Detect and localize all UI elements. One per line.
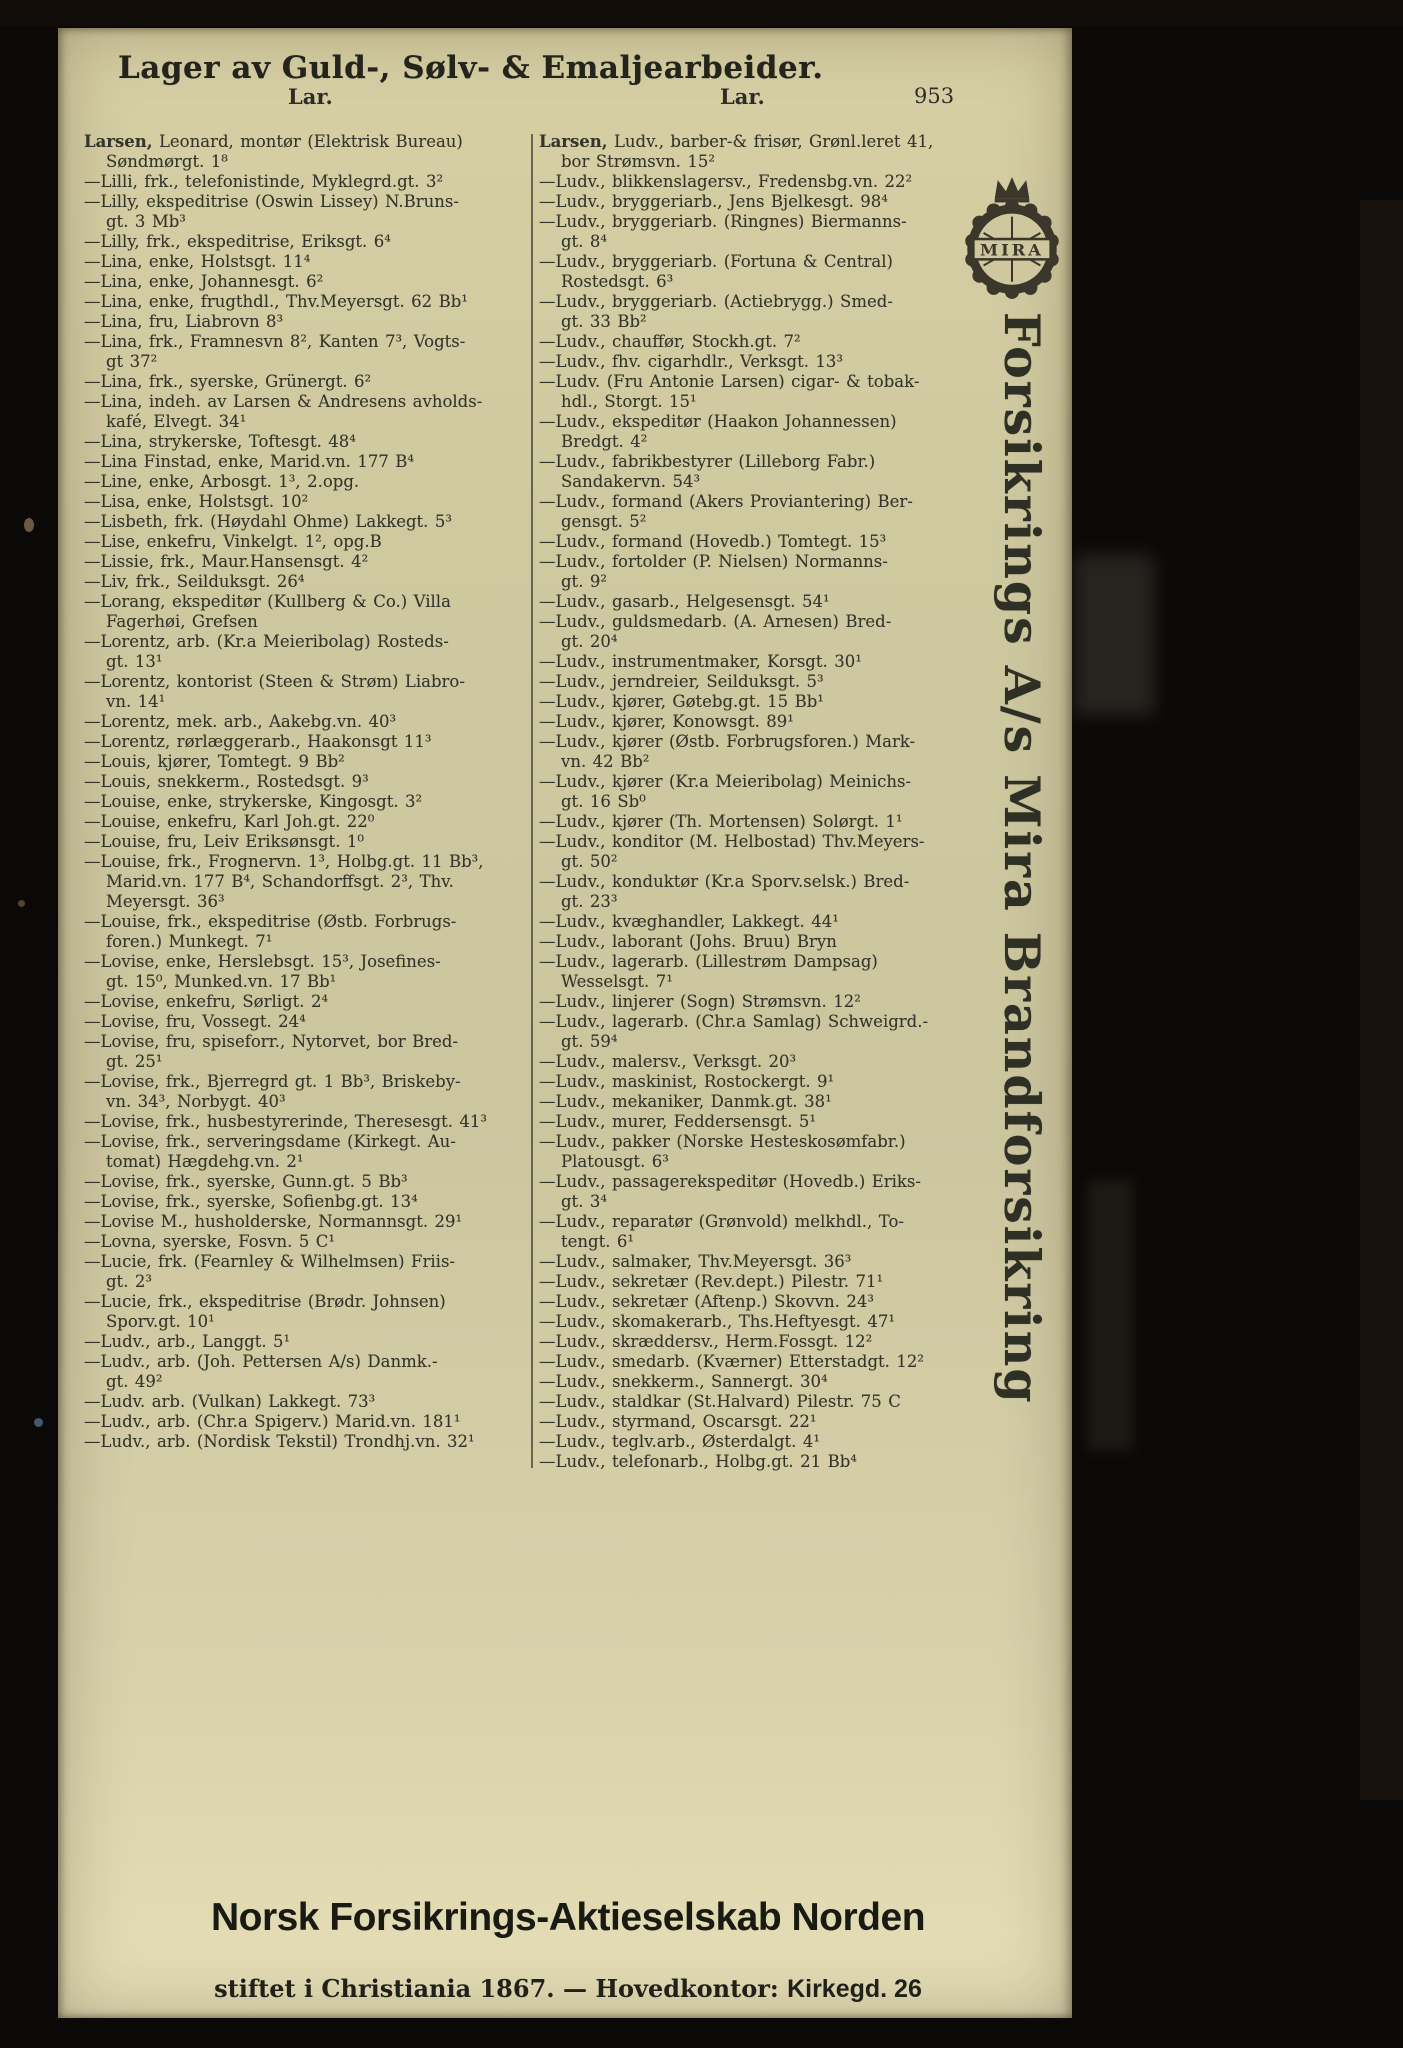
directory-entry: Larsen, Leonard, montør (Elektrisk Bureau) Søndmørgt. 1⁸ — [84, 132, 463, 171]
directory-entry: —Lina, frk., Framnesvn 8², Kanten 7³, Vogts- gt 37² — [84, 332, 466, 371]
directory-entry: Larsen, Ludv., barber-& frisør, Grønl.leret 41, bor Strømsvn. 15² — [539, 132, 934, 171]
directory-entry: —Lucie, frk., ekspeditrise (Brødr. Johnsen) Sporv.gt. 10¹ — [84, 1292, 446, 1331]
directory-entry: —Ludv., fabrikbestyrer (Lilleborg Fabr.) Sandakervn. 54³ — [539, 452, 876, 491]
directory-entry: —Ludv., guldsmedarb. (A. Arnesen) Bred- gt. 20⁴ — [539, 612, 892, 651]
directory-entry: —Lovise, fru, Vossegt. 24⁴ — [84, 1012, 306, 1031]
directory-entry: —Louise, enkefru, Karl Joh.gt. 22⁰ — [84, 812, 375, 831]
directory-left-column — [84, 132, 531, 1452]
directory-entry: —Ludv., mekaniker, Danmk.gt. 38¹ — [539, 1092, 832, 1111]
directory-entry: —Line, enke, Arbosgt. 1³, 2.opg. — [84, 472, 360, 491]
directory-entry: —Lorang, ekspeditør (Kullberg & Co.) Villa Fagerhøi, Grefsen — [84, 592, 451, 631]
scan-artifact — [1074, 555, 1154, 715]
directory-entry: —Ludv., ekspeditør (Haakon Johannessen) Bredgt. 4² — [539, 412, 897, 451]
column-divider — [531, 134, 533, 1468]
directory-entry: —Ludv., staldkar (St.Halvard) Pilestr. 75 C — [539, 1392, 901, 1411]
directory-entry: —Ludv., kjører, Gøtebg.gt. 15 Bb¹ — [539, 692, 824, 711]
directory-entry: —Louise, enke, strykerske, Kingosgt. 3² — [84, 792, 423, 811]
directory-entry: —Lina, fru, Liabrovn 8³ — [84, 312, 284, 331]
directory-entry: —Ludv., fortolder (P. Nielsen) Normanns- gt. 9² — [539, 552, 888, 591]
directory-entry: —Ludv., sekretær (Rev.dept.) Pilestr. 71¹ — [539, 1272, 884, 1291]
page-number: 953 — [914, 84, 955, 108]
scan-artifact — [1360, 200, 1403, 1800]
directory-entry: —Ludv., chauffør, Stockh.gt. 7² — [539, 332, 801, 351]
directory-entry: —Ludv., sekretær (Aftenp.) Skovvn. 24³ — [539, 1292, 874, 1311]
directory-entry: —Ludv., pakker (Norske Hesteskosømfabr.) Platousgt. 6³ — [539, 1132, 906, 1171]
directory-entry: —Ludv., kvæghandler, Lakkegt. 44¹ — [539, 912, 839, 931]
directory-entry: —Lissie, frk., Maur.Hansensgt. 4² — [84, 552, 369, 571]
directory-entry: —Ludv., skræddersv., Herm.Fossgt. 12² — [539, 1332, 873, 1351]
directory-entry: —Ludv., konditor (M. Helbostad) Thv.Meyers- gt. 50² — [539, 832, 925, 871]
directory-entry: —Ludv., konduktør (Kr.a Sporv.selsk.) Bred- gt. 23³ — [539, 872, 910, 911]
directory-entry: —Lina, indeh. av Larsen & Andresens avholds- kafé, Elvegt. 34¹ — [84, 392, 483, 431]
footer-ad-line2-serif: stiftet i Christiania 1867. — Hovedkontor: — [214, 1974, 788, 2003]
scan-speck — [34, 1418, 43, 1427]
directory-entry: —Ludv., maskinist, Rostockergt. 9¹ — [539, 1072, 835, 1091]
directory-entry: —Lilly, frk., ekspeditrise, Eriksgt. 6⁴ — [84, 232, 391, 251]
scan-speck — [24, 518, 34, 532]
directory-entry: —Louis, snekkerm., Rostedsgt. 9³ — [84, 772, 369, 791]
directory-entry: —Ludv., reparatør (Grønvold) melkhdl., To- tengt. 6¹ — [539, 1212, 904, 1251]
directory-entry: —Ludv., blikkenslagersv., Fredensbg.vn. 22² — [539, 172, 913, 191]
directory-entry: —Louis, kjører, Tomtegt. 9 Bb² — [84, 752, 345, 771]
directory-entry: —Ludv., fhv. cigarhdlr., Verksgt. 13³ — [539, 352, 844, 371]
directory-entry: —Lise, enkefru, Vinkelgt. 1², opg.B — [84, 532, 382, 551]
directory-entry: —Louise, frk., ekspeditrise (Østb. Forbrugs- foren.) Munkegt. 7¹ — [84, 912, 457, 951]
directory-entry: —Lisa, enke, Holstsgt. 10² — [84, 492, 309, 511]
directory-entry: —Lisbeth, frk. (Høydahl Ohme) Lakkegt. 5³ — [84, 512, 452, 531]
directory-entry: —Lovna, syerske, Fosvn. 5 C¹ — [84, 1232, 335, 1251]
scan-artifact — [1088, 1180, 1133, 1450]
directory-entry: —Lovise, frk., Bjerregrd gt. 1 Bb³, Briskeby- vn. 34³, Norbygt. 40³ — [84, 1072, 461, 1111]
directory-entry: —Lovise, frk., husbestyrerinde, Theresesgt. 41³ — [84, 1112, 488, 1131]
directory-entry: —Lovise, frk., syerske, Gunn.gt. 5 Bb³ — [84, 1172, 408, 1191]
directory-entry: —Lina, enke, Johannesgt. 6² — [84, 272, 324, 291]
directory-entry: —Ludv. (Fru Antonie Larsen) cigar- & tobak- hdl., Storgt. 15¹ — [539, 372, 920, 411]
directory-entry: —Ludv., kjører, Konowsgt. 89¹ — [539, 712, 794, 731]
directory-entry: —Ludv., arb. (Joh. Pettersen A/s) Danmk.- gt. 49² — [84, 1352, 438, 1391]
directory-entry: —Lina, enke, frugthdl., Thv.Meyersgt. 62 Bb¹ — [84, 292, 468, 311]
directory-entry: —Ludv., murer, Feddersensgt. 5¹ — [539, 1112, 817, 1131]
directory-entry: —Ludv., bryggeriarb. (Ringnes) Biermanns- gt. 8⁴ — [539, 212, 907, 251]
directory-right-column — [539, 132, 986, 1472]
directory-entry: —Lovise, frk., syerske, Sofienbg.gt. 13⁴ — [84, 1192, 418, 1211]
directory-entry: —Ludv., linjerer (Sogn) Strømsvn. 12² — [539, 992, 861, 1011]
scan-speck — [18, 900, 25, 907]
directory-entry: —Ludv., snekkerm., Sannergt. 30⁴ — [539, 1372, 828, 1391]
directory-entry: —Ludv., arb. (Chr.a Spigerv.) Marid.vn. 181¹ — [84, 1412, 461, 1431]
mira-logo-text: MIRA — [980, 240, 1044, 260]
directory-entry: —Ludv., kjører (Østb. Forbrugsforen.) Mark- vn. 42 Bb² — [539, 732, 916, 771]
directory-entry: —Lorentz, arb. (Kr.a Meieribolag) Rosteds- gt. 13¹ — [84, 632, 449, 671]
directory-entry: —Ludv., styrmand, Oscarsgt. 22¹ — [539, 1412, 817, 1431]
directory-entry: —Lorentz, kontorist (Steen & Strøm) Liabro- vn. 14¹ — [84, 672, 465, 711]
directory-entry: —Louise, frk., Frognervn. 1³, Holbg.gt. 11 Bb³, Marid.vn. 177 B⁴, Schandorffsgt. 2³, Thv. Meyersgt. 36³ — [84, 852, 484, 911]
directory-entry: —Ludv., malersv., Verksgt. 20³ — [539, 1052, 797, 1071]
directory-entry: —Lovise, enkefru, Sørligt. 2⁴ — [84, 992, 329, 1011]
directory-entry: —Ludv., telefonarb., Holbg.gt. 21 Bb⁴ — [539, 1452, 857, 1471]
footer-ad-line1: Norsk Forsikrings-Aktieselskab Norden — [210, 1896, 926, 1939]
directory-entry: —Ludv., lagerarb. (Lillestrøm Dampsag) Wesselsgt. 7¹ — [539, 952, 878, 991]
directory-entry: —Lina, strykerske, Toftesgt. 48⁴ — [84, 432, 356, 451]
directory-entry: —Ludv., skomakerarb., Ths.Heftyesgt. 47¹ — [539, 1312, 895, 1331]
directory-entry: —Ludv., teglv.arb., Østerdalgt. 4¹ — [539, 1432, 820, 1451]
directory-entry: —Ludv., bryggeriarb. (Fortuna & Central) Rostedsgt. 6³ — [539, 252, 893, 291]
directory-entry: —Ludv., jerndreier, Seilduksgt. 5³ — [539, 672, 824, 691]
footer-ad-line2-bold: Kirkegd. 26 — [787, 1975, 922, 2003]
directory-entry: —Lina Finstad, enke, Marid.vn. 177 B⁴ — [84, 452, 415, 471]
directory-entry: —Ludv. arb. (Vulkan) Lakkegt. 73³ — [84, 1392, 376, 1411]
directory-entry: —Ludv., salmaker, Thv.Meyersgt. 36³ — [539, 1252, 852, 1271]
footer-ad-line2 — [138, 1974, 998, 2004]
directory-entry: —Lina, frk., syerske, Grünergt. 6² — [84, 372, 372, 391]
directory-entry: —Ludv., instrumentmaker, Korsgt. 30¹ — [539, 652, 862, 671]
sidebar-ad-vertical: Forsikrings A/s Mira Brandforsikring — [993, 312, 1051, 1405]
directory-entry: —Louise, fru, Leiv Eriksønsgt. 1⁰ — [84, 832, 364, 851]
directory-entry: —Lovise, enke, Herslebsgt. 15³, Josefines- gt. 15⁰, Munked.vn. 17 Bb¹ — [84, 952, 441, 991]
directory-entry: —Lovise, frk., serveringsdame (Kirkegt. Au- tomat) Hægdehg.vn. 2¹ — [84, 1132, 456, 1171]
directory-entry: —Ludv., bryggeriarb., Jens Bjelkesgt. 98⁴ — [539, 192, 888, 211]
scan-artifact — [0, 0, 1403, 26]
mira-logo-icon — [961, 174, 1063, 300]
directory-entry: —Ludv., formand (Hovedb.) Tomtegt. 15³ — [539, 532, 887, 551]
directory-entry: —Ludv., lagerarb. (Chr.a Samlag) Schweigrd.- gt. 59⁴ — [539, 1012, 929, 1051]
directory-entry: —Lilli, frk., telefonistinde, Myklegrd.gt. 3² — [84, 172, 444, 191]
directory-entry: —Ludv., kjører (Kr.a Meieribolag) Meinichs- gt. 16 Sb⁰ — [539, 772, 912, 811]
directory-entry: —Ludv., arb., Langgt. 5¹ — [84, 1332, 291, 1351]
page-ad-header: Lager av Guld-, Sølv- & Emaljearbeider. — [118, 50, 824, 86]
paper-page — [58, 28, 1072, 2018]
directory-entry: —Lorentz, rørlæggerarb., Haakonsgt 11³ — [84, 732, 432, 751]
directory-entry: —Ludv., bryggeriarb. (Actiebrygg.) Smed- gt. 33 Bb² — [539, 292, 893, 331]
column-guide-right: Lar. — [720, 84, 765, 109]
directory-entry: —Lovise, fru, spiseforr., Nytorvet, bor Bred- gt. 25¹ — [84, 1032, 459, 1071]
directory-entry: —Liv, frk., Seilduksgt. 26⁴ — [84, 572, 305, 591]
directory-entry: —Lucie, frk. (Fearnley & Wilhelmsen) Friis- gt. 2³ — [84, 1252, 455, 1291]
directory-entry: —Ludv., arb. (Nordisk Tekstil) Trondhj.vn. 32¹ — [84, 1432, 475, 1451]
column-guide-left: Lar. — [288, 84, 333, 109]
directory-entry: —Ludv., laborant (Johs. Bruu) Bryn — [539, 932, 837, 951]
directory-entry: —Lorentz, mek. arb., Aakebg.vn. 40³ — [84, 712, 397, 731]
directory-entry: —Ludv., gasarb., Helgesensgt. 54¹ — [539, 592, 830, 611]
directory-entry: —Lina, enke, Holstsgt. 11⁴ — [84, 252, 311, 271]
directory-entry: —Ludv., passagerekspeditør (Hovedb.) Eriks- gt. 3⁴ — [539, 1172, 921, 1211]
crown-icon — [995, 177, 1030, 198]
directory-entry: —Lilly, ekspeditrise (Oswin Lissey) N.Bruns- gt. 3 Mb³ — [84, 192, 459, 231]
directory-entry: —Ludv., formand (Akers Proviantering) Ber- gensgt. 5² — [539, 492, 913, 531]
directory-entry: —Ludv., kjører (Th. Mortensen) Solørgt. 1¹ — [539, 812, 903, 831]
directory-entry: —Ludv., smedarb. (Kværner) Etterstadgt. 12² — [539, 1352, 924, 1371]
directory-entry: —Lovise M., husholderske, Normannsgt. 29¹ — [84, 1212, 463, 1231]
